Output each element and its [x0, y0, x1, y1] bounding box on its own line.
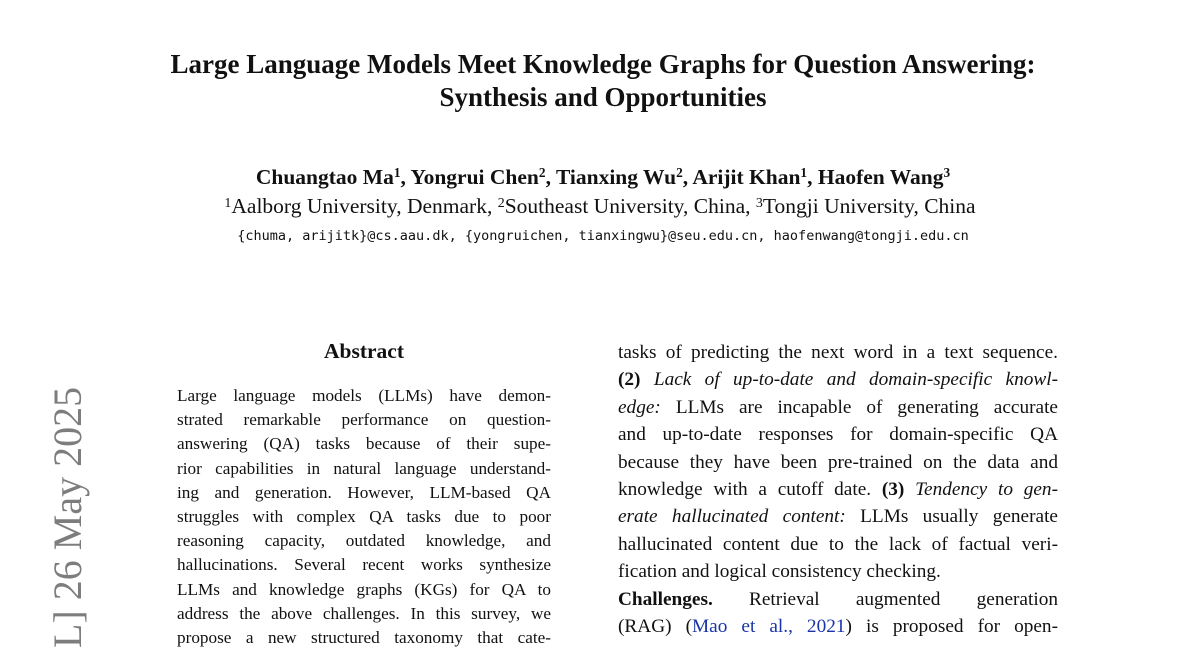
affiliation: Southeast University, China,: [504, 194, 756, 218]
author-separator: ,: [545, 165, 556, 189]
affiliation: Tongji University, China: [762, 194, 976, 218]
title-line: Synthesis and Opportunities: [439, 82, 767, 112]
issue-title: Tendency to gen-: [915, 479, 1058, 501]
author-separator: ,: [400, 165, 411, 189]
body-line: because they have been pre-trained on the data and: [618, 451, 1058, 473]
author-name: Chuangtao Ma: [255, 165, 394, 189]
body-text: knowledge with a cutoff date.: [618, 479, 872, 501]
affiliation: Aalborg University, Denmark,: [231, 194, 498, 218]
body-line: [618, 394, 1058, 421]
abstract-line: Large language models (LLMs) have demon-: [177, 386, 551, 405]
abstract-body: [177, 384, 551, 650]
abstract-line: address the above challenges. In this survey, we: [177, 603, 551, 623]
abstract-line: hallucinations. Several recent works synthesize: [177, 555, 551, 575]
body-line: [618, 613, 1058, 640]
affiliation-list: [0, 191, 1200, 221]
author-affil-mark: 1: [393, 165, 401, 180]
author-name: Arijit Khan: [692, 165, 801, 189]
author-affil-mark: 2: [538, 165, 546, 180]
citation-link[interactable]: Mao et al., 2021: [692, 616, 846, 638]
issue-title: edge:: [618, 396, 661, 418]
body-text: ) is proposed for open-: [845, 616, 1058, 638]
issue-title: erate hallucinated content:: [618, 506, 846, 528]
abstract-line: propose a new structured taxonomy that cate-: [177, 628, 551, 648]
body-text: Retrieval augmented generation: [749, 588, 1058, 610]
affil-mark: 2: [497, 196, 505, 211]
author-name: Tianxing Wu: [555, 165, 677, 189]
body-line: [618, 503, 1058, 530]
body-line: [618, 476, 1058, 503]
abstract-line: reasoning capacity, outdated knowledge, and: [177, 531, 551, 551]
abstract-line: strated remarkable performance on question-: [177, 410, 551, 430]
abstract-line: ing and generation. However, LLM-based QA: [177, 482, 551, 502]
author-separator: ,: [807, 165, 818, 189]
body-line: tasks of predicting the next word in a text sequence.: [618, 342, 1058, 363]
author-separator: ,: [682, 165, 693, 189]
list-number: (3): [881, 479, 905, 501]
abstract-line: rior capabilities in natural language understand-: [177, 458, 551, 478]
body-line: hallucinated content due to the lack of factual veri-: [618, 533, 1058, 555]
author-affil-mark: 3: [943, 165, 951, 180]
arxiv-side-stamp: L] 26 May 2025: [45, 386, 90, 648]
author-list: [0, 162, 1200, 192]
abstract-line: answering (QA) tasks because of their supe-: [177, 434, 551, 454]
body-line: [618, 366, 1058, 393]
affil-mark: 1: [224, 196, 232, 211]
paragraph-label: Challenges.: [618, 588, 713, 610]
body-text: (RAG) (: [618, 616, 693, 638]
issue-title: Lack of up-to-date and domain-specific knowl-: [653, 369, 1058, 391]
body-line: fication and logical consistency checking.: [618, 561, 941, 583]
title-line: Large Language Models Meet Knowledge Graphs for Question Answering:: [170, 49, 1036, 79]
list-number: (2): [618, 369, 641, 391]
author-affil-mark: 2: [676, 165, 683, 180]
body-column-right: [618, 339, 1058, 640]
body-text: LLMs are incapable of generating accurate: [675, 396, 1058, 418]
author-affil-mark: 1: [800, 165, 808, 180]
abstract-line: LLMs and knowledge graphs (KGs) for QA to: [177, 579, 551, 599]
abstract-line: struggles with complex QA tasks due to poor: [177, 507, 551, 527]
body-text: LLMs usually generate: [860, 506, 1058, 528]
abstract-heading: Abstract: [323, 339, 404, 363]
body-line: and up-to-date responses for domain-specific QA: [618, 424, 1058, 446]
author-emails[interactable]: {chuma, arijitk}@cs.aau.dk, {yongruichen, tianxingwu}@seu.edu.cn, haofenwang@tongji.edu.cn: [237, 228, 969, 244]
affil-mark: 3: [755, 196, 763, 211]
paper-title: [0, 48, 1200, 114]
body-line: [618, 586, 1058, 613]
author-name: Yongrui Chen: [410, 165, 539, 189]
author-name: Haofen Wang: [817, 165, 944, 189]
